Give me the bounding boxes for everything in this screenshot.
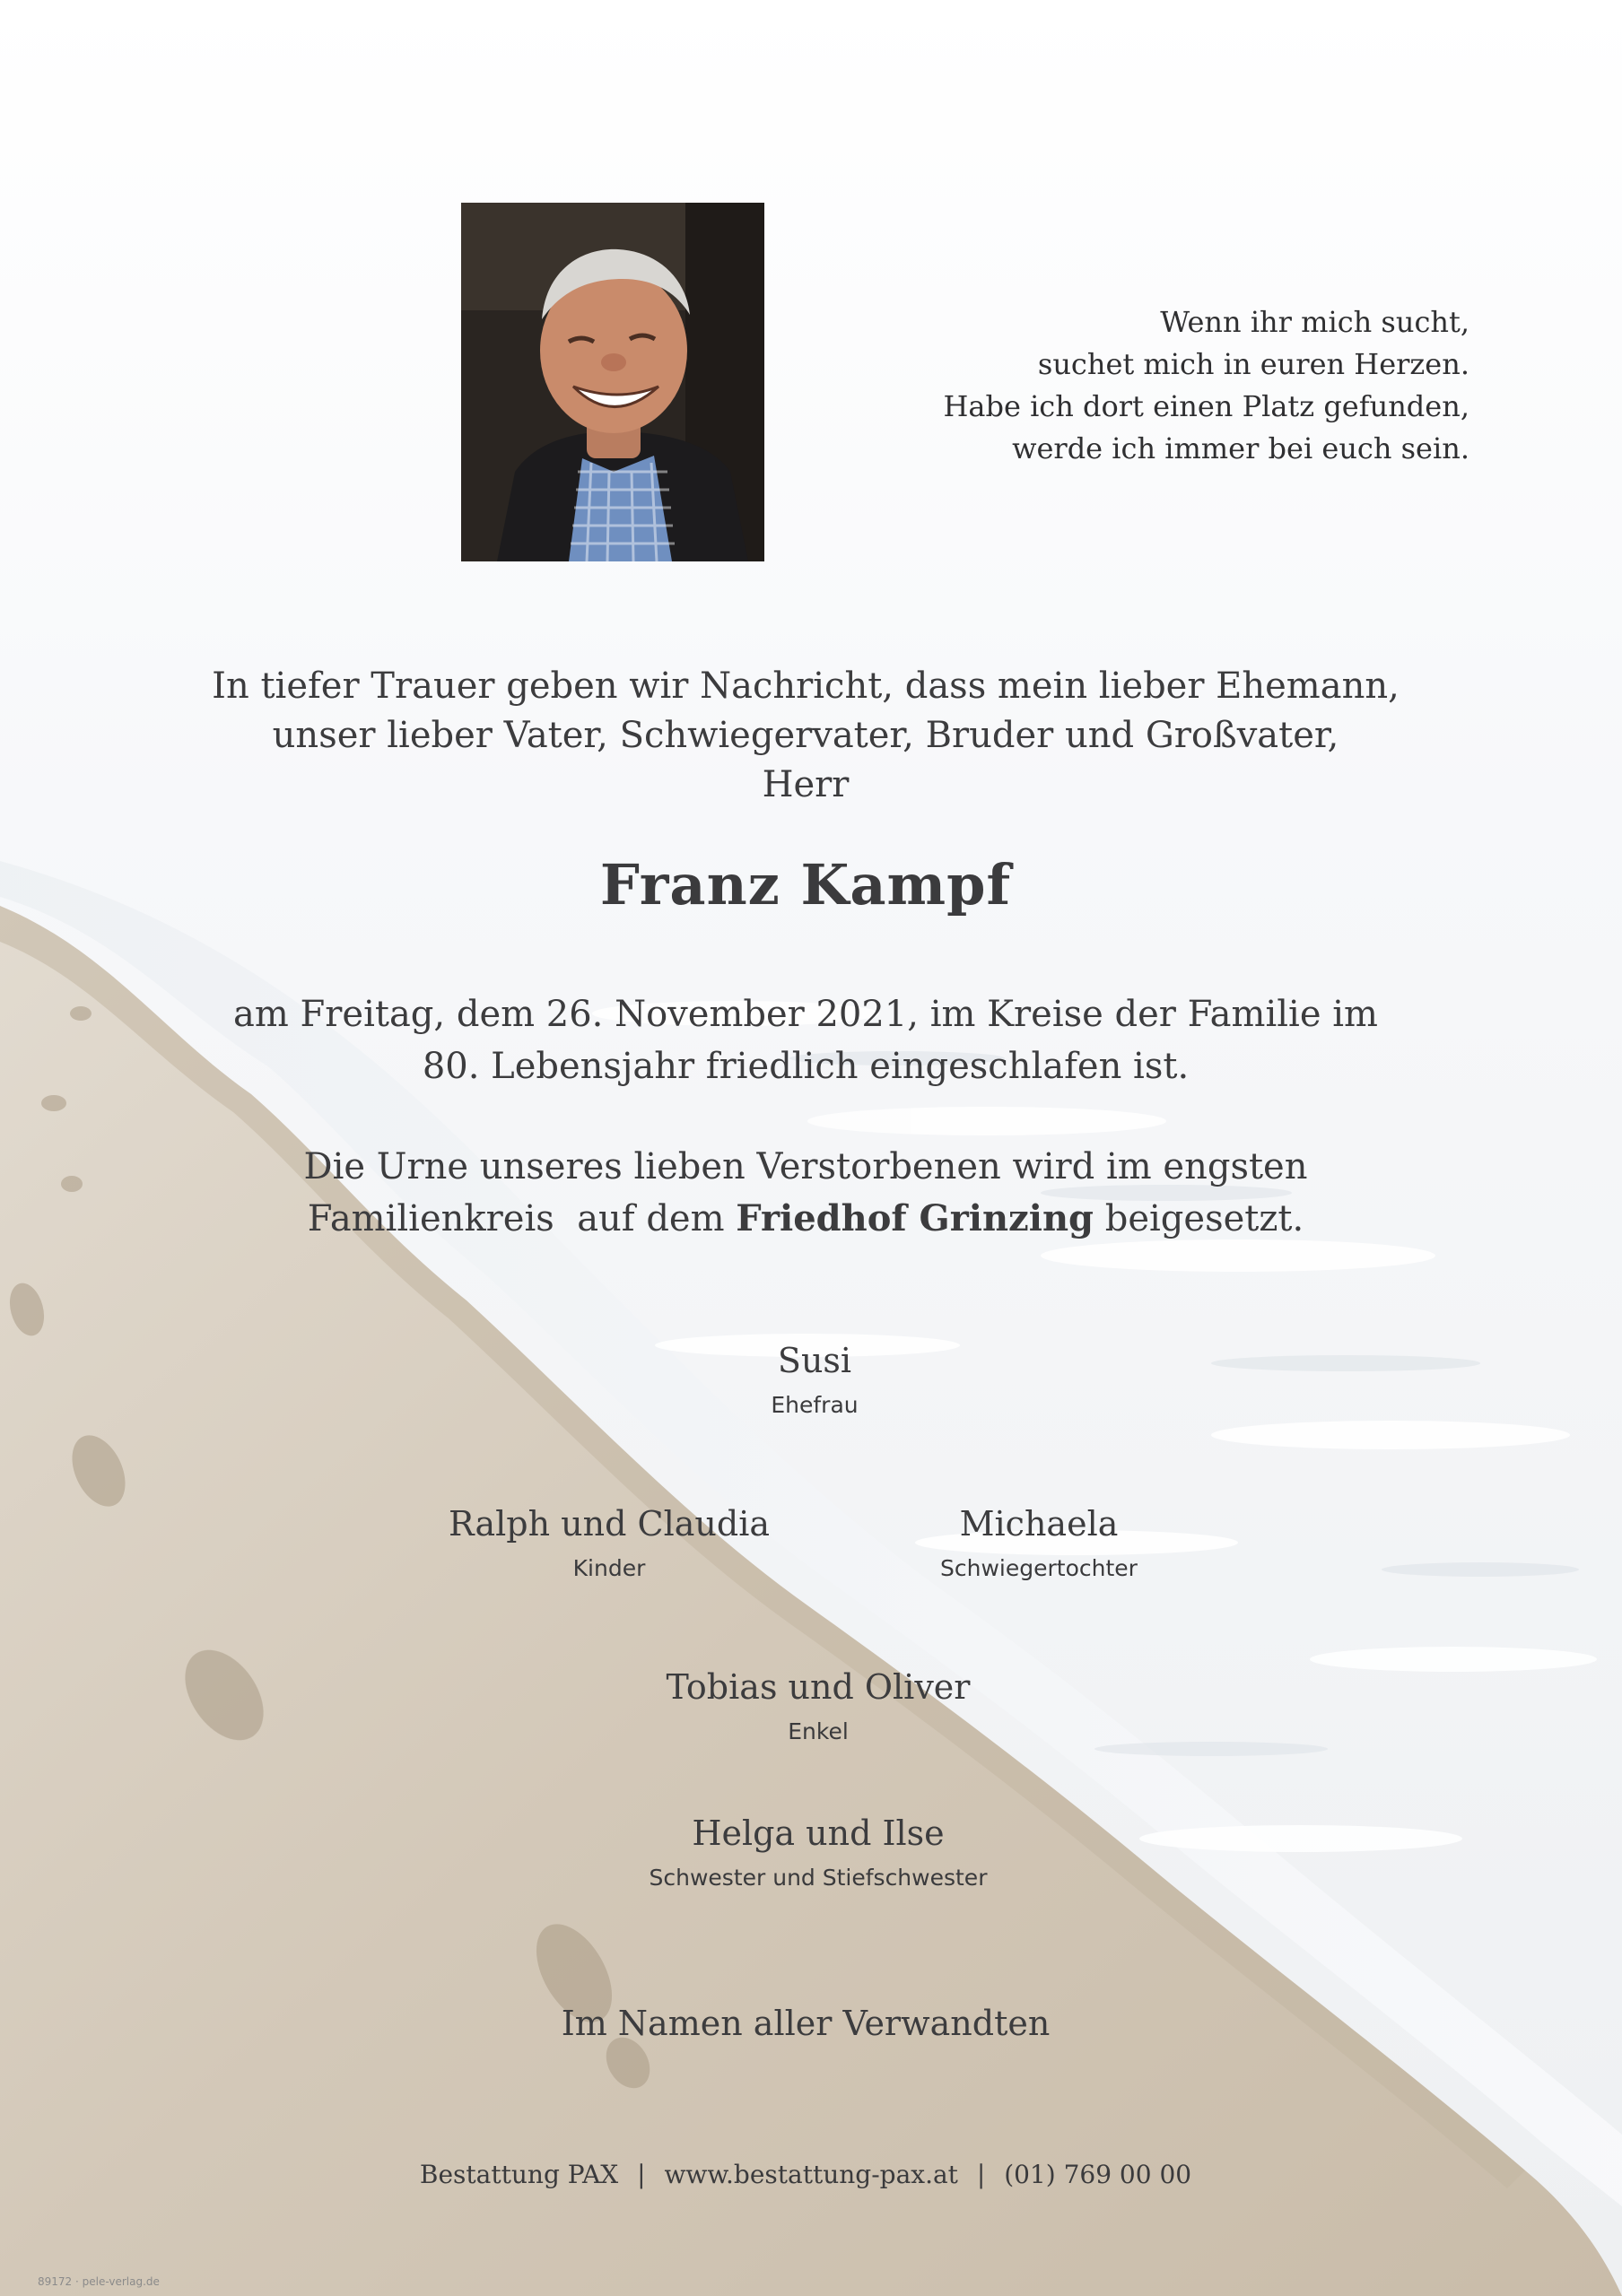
mourner-role: Ehefrau	[771, 1392, 859, 1418]
burial-text: Familienkreis auf dem	[307, 1198, 737, 1239]
motto-line: suchet mich in euren Herzen.	[1037, 347, 1469, 381]
announcement-line: In tiefer Trauer geben wir Nachricht, dass mein lieber Ehemann,	[212, 665, 1400, 707]
announcement-line: Herr	[762, 764, 850, 805]
mourner-name: Susi	[777, 1341, 852, 1380]
motto-line: Wenn ihr mich sucht,	[1160, 305, 1469, 339]
announcement-line: unser lieber Vater, Schwiegervater, Bruder und Großvater,	[272, 715, 1339, 756]
motto-poem	[943, 301, 1469, 470]
mourner-name: Helga und Ilse	[692, 1813, 945, 1853]
print-code: 89172 · pele-verlag.de	[38, 2275, 160, 2288]
death-notice-line: am Freitag, dem 26. November 2021, im Kreise der Familie im	[233, 994, 1378, 1035]
mourner-name: Ralph und Claudia	[448, 1504, 770, 1544]
burial-info	[179, 1141, 1432, 1245]
announcement-text	[179, 662, 1432, 810]
mourner-name: Michaela	[959, 1504, 1119, 1544]
motto-line: Habe ich dort einen Platz gefunden,	[943, 389, 1469, 423]
mourner-role: Kinder	[572, 1555, 646, 1581]
footer-separator: |	[976, 2160, 986, 2189]
closing-line: Im Namen aller Verwandten	[561, 2004, 1051, 2043]
burial-text: beigesetzt.	[1094, 1198, 1304, 1239]
mourner-entry	[385, 1503, 833, 1584]
death-notice-line: 80. Lebensjahr friedlich eingeschlafen ist.	[422, 1046, 1190, 1087]
footer-separator: |	[637, 2160, 646, 2189]
footer-website: www.bestattung-pax.at	[664, 2160, 958, 2189]
motto-line: werde ich immer bei euch sein.	[1012, 431, 1469, 465]
mourner-name: Tobias und Oliver	[666, 1667, 971, 1707]
deceased-name: Franz Kampf	[599, 852, 1012, 918]
mourner-role: Enkel	[788, 1718, 849, 1744]
mourner-entry	[590, 1340, 1039, 1421]
burial-line	[179, 1193, 1432, 1245]
footer-company: Bestattung PAX	[419, 2160, 619, 2189]
mourner-entry	[815, 1503, 1263, 1584]
mourner-entry	[594, 1666, 1042, 1747]
footer-phone: (01) 769 00 00	[1004, 2160, 1192, 2189]
mourner-role: Schwester und Stiefschwester	[649, 1865, 988, 1891]
mourner-role: Schwiegertochter	[940, 1555, 1138, 1581]
cemetery-name: Friedhof Grinzing	[736, 1197, 1094, 1239]
mourner-entry	[594, 1813, 1042, 1893]
portrait-photo	[461, 203, 764, 561]
death-notice	[179, 988, 1432, 1092]
burial-line: Die Urne unseres lieben Verstorbenen wird im engsten	[303, 1146, 1308, 1187]
funeral-home-footer	[179, 2160, 1432, 2189]
